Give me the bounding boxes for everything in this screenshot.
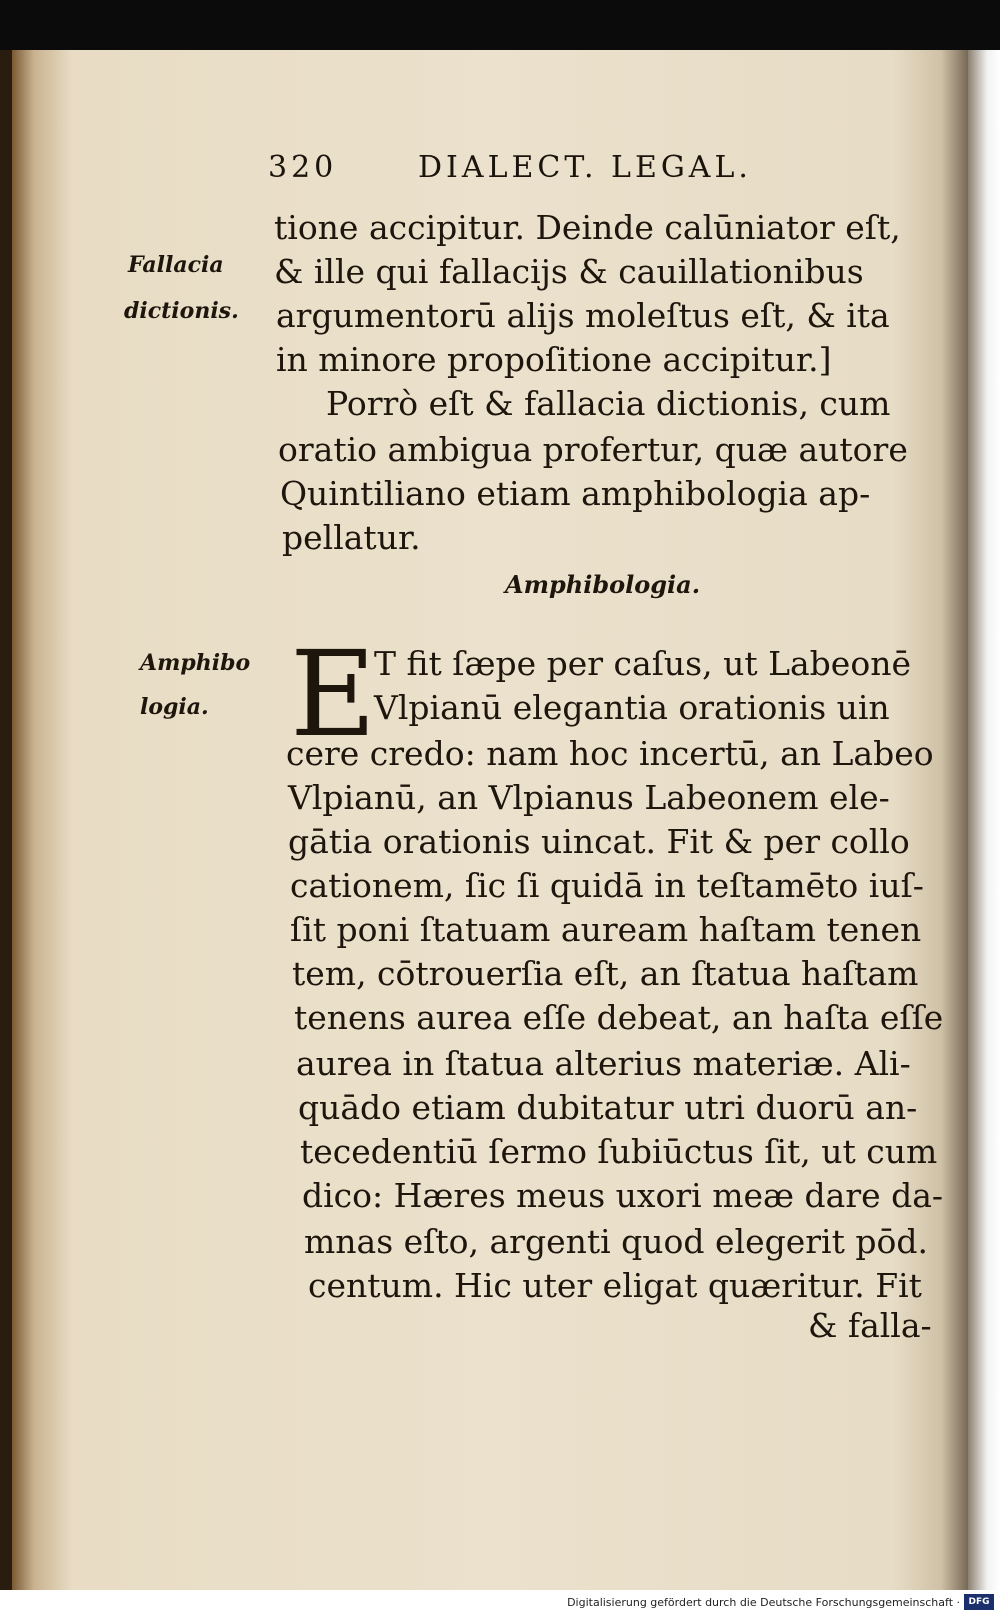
page-number: 320	[268, 150, 338, 185]
body-line: T fit ſæpe per caſus, ut Labeonē	[374, 644, 911, 683]
body-line: tenens aurea eſſe debeat, an haſta eſſe	[294, 998, 944, 1037]
footer-credit: Digitalisierung gefördert durch die Deutsche Forschungsgemeinschaft ·	[567, 1596, 960, 1609]
body-line: ſit poni ſtatuam auream haſtam tenen	[290, 910, 922, 949]
body-line: dico: Hæres meus uxori meæ dare da-	[302, 1176, 944, 1215]
body-line: cere credo: nam hoc incertū, an Labeo	[286, 734, 934, 773]
body-line: cationem, ſic ſi quidā in teſtamēto iuſ-	[290, 866, 924, 905]
page-right-edge	[968, 50, 1000, 1590]
body-line: mnas eſto, argenti quod elegerit pōd.	[304, 1222, 928, 1261]
body-line: quādo etiam dubitatur utri duorū an-	[298, 1088, 918, 1127]
body-line: Vlpianū, an Vlpianus Labeonem ele-	[288, 778, 890, 817]
margin-note-logia: logia.	[140, 694, 209, 720]
body-line: Quintiliano etiam amphibologia ap-	[280, 474, 871, 513]
section-heading: Amphibologia.	[505, 570, 701, 599]
margin-note-fallacia: Fallacia	[128, 252, 224, 278]
book-spine-edge	[0, 50, 12, 1590]
body-line: oratio ambigua profertur, quæ autore	[278, 430, 908, 469]
top-border	[0, 0, 1000, 50]
body-line: centum. Hic uter eligat quæritur. Fit	[308, 1266, 922, 1305]
body-line: & ille qui fallacijs & cauillationibus	[274, 252, 864, 291]
body-line: tem, cōtrouerſia eſt, an ſtatua haſtam	[292, 954, 919, 993]
dfg-logo: DFG	[964, 1594, 994, 1610]
body-line: argumentorū alijs moleſtus eſt, & ita	[276, 296, 890, 335]
body-line: Porrò eſt & fallacia dictionis, cum	[326, 384, 891, 423]
margin-note-amphibo: Amphibo	[140, 650, 251, 676]
footer	[0, 1590, 1000, 1617]
body-line: gātia orationis uincat. Fit & per collo	[288, 822, 910, 861]
margin-note-dictionis: dictionis.	[124, 298, 239, 324]
body-line: tecedentiū ſermo ſubiūctus ſit, ut cum	[300, 1132, 938, 1171]
body-line: in minore propoſitione accipitur.]	[276, 340, 832, 379]
running-title: DIALECT. LEGAL.	[418, 150, 752, 185]
drop-cap: E	[290, 625, 377, 763]
body-line: & falla-	[808, 1306, 932, 1345]
body-line: pellatur.	[282, 518, 421, 557]
body-line: tione accipitur. Deinde calūniator eſt,	[274, 208, 901, 247]
body-line: aurea in ſtatua alterius materiæ. Ali-	[296, 1044, 911, 1083]
page-header	[268, 150, 828, 194]
body-line: Vlpianū elegantia orationis uin	[374, 688, 890, 727]
